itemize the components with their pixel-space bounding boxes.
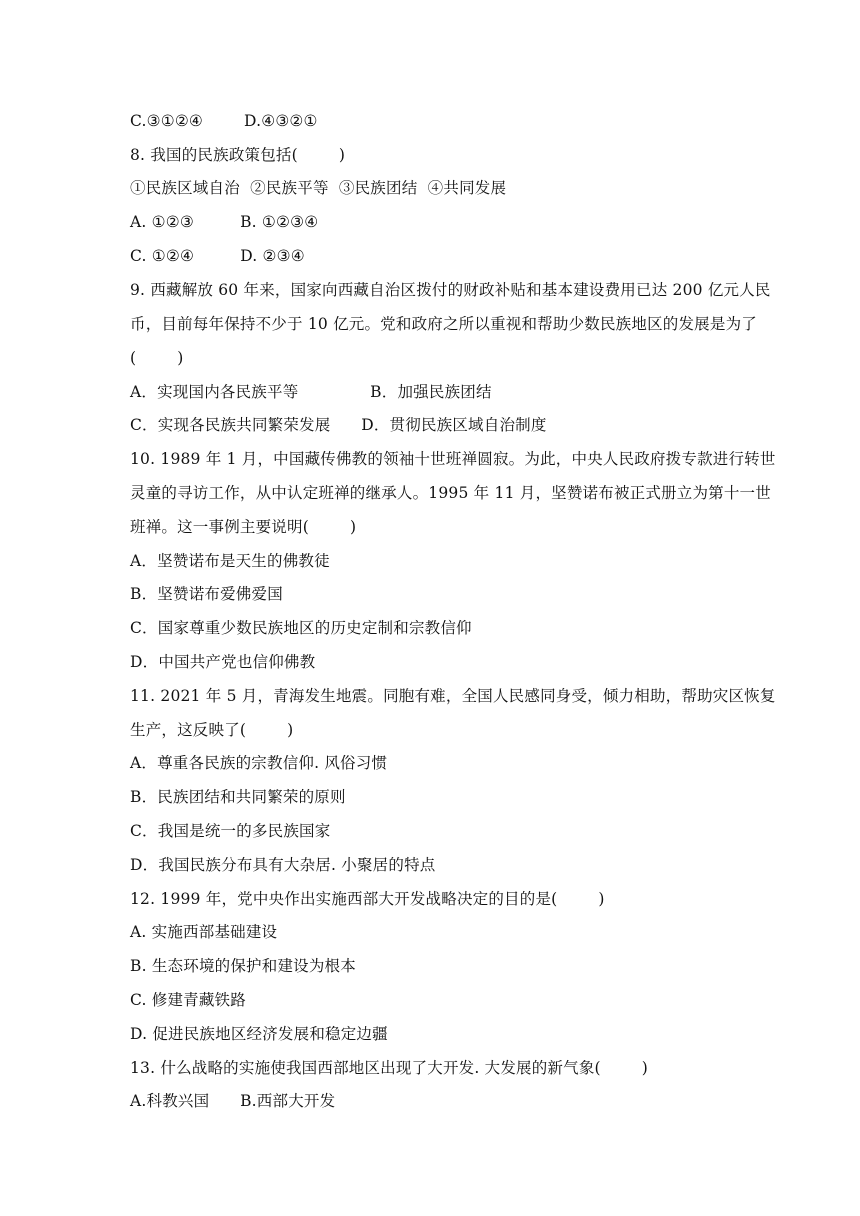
options-line: C. ①②④ D. ②③④	[130, 247, 305, 265]
options-line: A.科教兴国 B.西部大开发	[130, 1092, 336, 1110]
text-line: C.③①②④ D.④③②①	[130, 112, 318, 130]
option-line: D．我国民族分布具有大杂居. 小聚居的特点	[130, 856, 436, 874]
text-line: ①民族区域自治 ②民族平等 ③民族团结 ④共同发展	[130, 179, 507, 197]
question-8: 8. 我国的民族政策包括( )	[130, 146, 346, 164]
option-line: A．坚赞诺布是天生的佛教徒	[130, 552, 330, 570]
option-line: B. 生态环境的保护和建设为根本	[130, 957, 356, 975]
options-line: A．实现国内各民族平等 B．加强民族团结	[130, 383, 492, 401]
text-line: 灵童的寻访工作，从中认定班禅的继承人。1995 年 11 月，坚赞诺布被正式册立为第十一世	[130, 484, 771, 502]
option-line: A. 实施西部基础建设	[130, 923, 278, 941]
question-10: 10. 1989 年 1 月，中国藏传佛教的领袖十世班禅圆寂。为此，中央人民政府拨专款进行转世	[130, 450, 776, 468]
question-11: 11. 2021 年 5 月，青海发生地震。同胞有难，全国人民感同身受，倾力相助，帮助灾区恢复	[130, 687, 776, 705]
option-line: C．国家尊重少数民族地区的历史定制和宗教信仰	[130, 619, 472, 637]
option-line: B．坚赞诺布爱佛爱国	[130, 585, 283, 603]
option-line: A．尊重各民族的宗教信仰. 风俗习惯	[130, 754, 388, 772]
text-line: 生产，这反映了( )	[130, 721, 294, 739]
option-line: D．中国共产党也信仰佛教	[130, 653, 316, 671]
question-13: 13. 什么战略的实施使我国西部地区出现了大开发. 大发展的新气象( )	[130, 1059, 649, 1077]
option-line: C．我国是统一的多民族国家	[130, 822, 331, 840]
question-12: 12. 1999 年，党中央作出实施西部大开发战略决定的目的是( )	[130, 890, 605, 908]
text-line: 班禅。这一事例主要说明( )	[130, 518, 357, 536]
text-line: ( )	[130, 349, 184, 367]
options-line: C．实现各民族共同繁荣发展 D．贯彻民族区域自治制度	[130, 416, 547, 434]
options-line: A. ①②③ B. ①②③④	[130, 213, 319, 231]
option-line: C. 修建青藏铁路	[130, 991, 246, 1009]
question-9: 9. 西藏解放 60 年来，国家向西藏自治区拨付的财政补贴和基本建设费用已达 200 亿元人民	[130, 281, 771, 299]
text-line: 币，目前每年保持不少于 10 亿元。党和政府之所以重视和帮助少数民族地区的发展是为了	[130, 315, 757, 333]
option-line: D. 促进民族地区经济发展和稳定边疆	[130, 1025, 388, 1043]
option-line: B．民族团结和共同繁荣的原则	[130, 788, 346, 806]
